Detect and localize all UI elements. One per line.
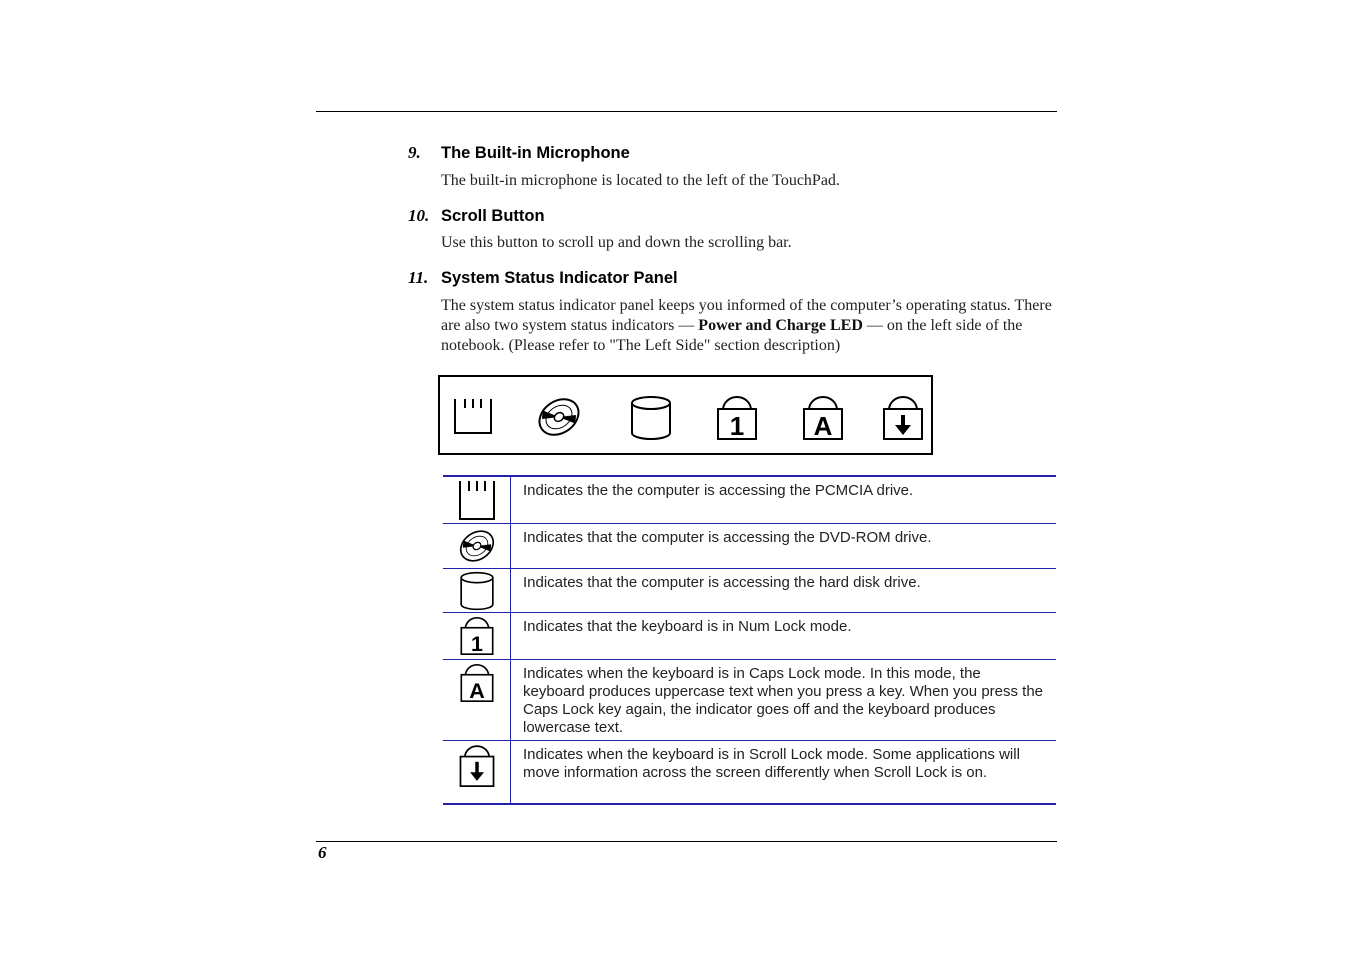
section-number: 11. — [408, 268, 429, 287]
svg-text:1: 1 — [470, 631, 483, 656]
svg-text:A: A — [468, 678, 485, 703]
pcmcia-icon — [443, 477, 511, 523]
table-row — [443, 612, 1056, 659]
hard-disk-icon — [628, 395, 674, 443]
page-number: 6 — [318, 843, 327, 862]
indicator-table — [443, 475, 1056, 805]
scroll-lock-icon — [443, 741, 511, 803]
footer-rule — [316, 841, 1057, 842]
body-text-bold: Power and Charge LED — [698, 317, 863, 334]
table-row — [443, 477, 1056, 523]
indicator-description: Indicates that the computer is accessing the hard disk drive. — [523, 574, 921, 591]
caps-lock-icon — [443, 660, 511, 740]
scroll-lock-icon — [880, 395, 926, 443]
body-text-part: — on the left side of the notebook. (Please refer to "The Left Side" section description) — [441, 317, 1023, 354]
body-text-part: The system status indicator panel keeps you informed of the computer’s operating status. There are also two system status indicators — — [441, 297, 1052, 334]
indicator-description: Indicates when the keyboard is in Scroll Lock mode. Some applications will move information across the screen differently when Scroll Lock is on. — [523, 746, 1020, 781]
section-body: The built-in microphone is located to the left of the TouchPad. — [441, 172, 840, 189]
header-rule — [316, 111, 1057, 112]
indicator-description: Indicates that the keyboard is in Num Lock mode. — [523, 618, 852, 635]
indicator-description: Indicates the the computer is accessing the PCMCIA drive. — [523, 482, 914, 499]
table-row — [443, 523, 1056, 568]
pcmcia-icon — [452, 395, 498, 443]
svg-text:A: A — [813, 411, 833, 441]
section-title: Scroll Button — [441, 207, 545, 225]
caps-lock-icon — [800, 395, 846, 443]
indicator-description: Indicates that the computer is accessing the DVD-ROM drive. — [523, 529, 932, 546]
svg-text:1: 1 — [729, 411, 745, 441]
section-number: 9. — [408, 143, 421, 162]
dvd-rom-icon — [536, 395, 582, 443]
num-lock-icon — [443, 613, 511, 659]
num-lock-icon — [714, 395, 760, 443]
section-title: The Built-in Microphone — [441, 144, 630, 162]
dvd-rom-icon — [443, 524, 511, 568]
hard-disk-icon — [443, 569, 511, 612]
table-row — [443, 740, 1056, 803]
table-row — [443, 659, 1056, 740]
section-number: 10. — [408, 206, 430, 225]
section-title: System Status Indicator Panel — [441, 269, 678, 287]
indicator-description: Indicates when the keyboard is in Caps Lock mode. In this mode, the keyboard produces uppercase text when you press a key. When you press the Caps Lock key again, the indicator goes off and the keyboard produces lowercase text. — [523, 665, 1044, 736]
table-row — [443, 568, 1056, 612]
section-body — [441, 296, 1056, 356]
section-body: Use this button to scroll up and down the scrolling bar. — [441, 234, 792, 251]
status-indicator-panel — [438, 375, 933, 455]
